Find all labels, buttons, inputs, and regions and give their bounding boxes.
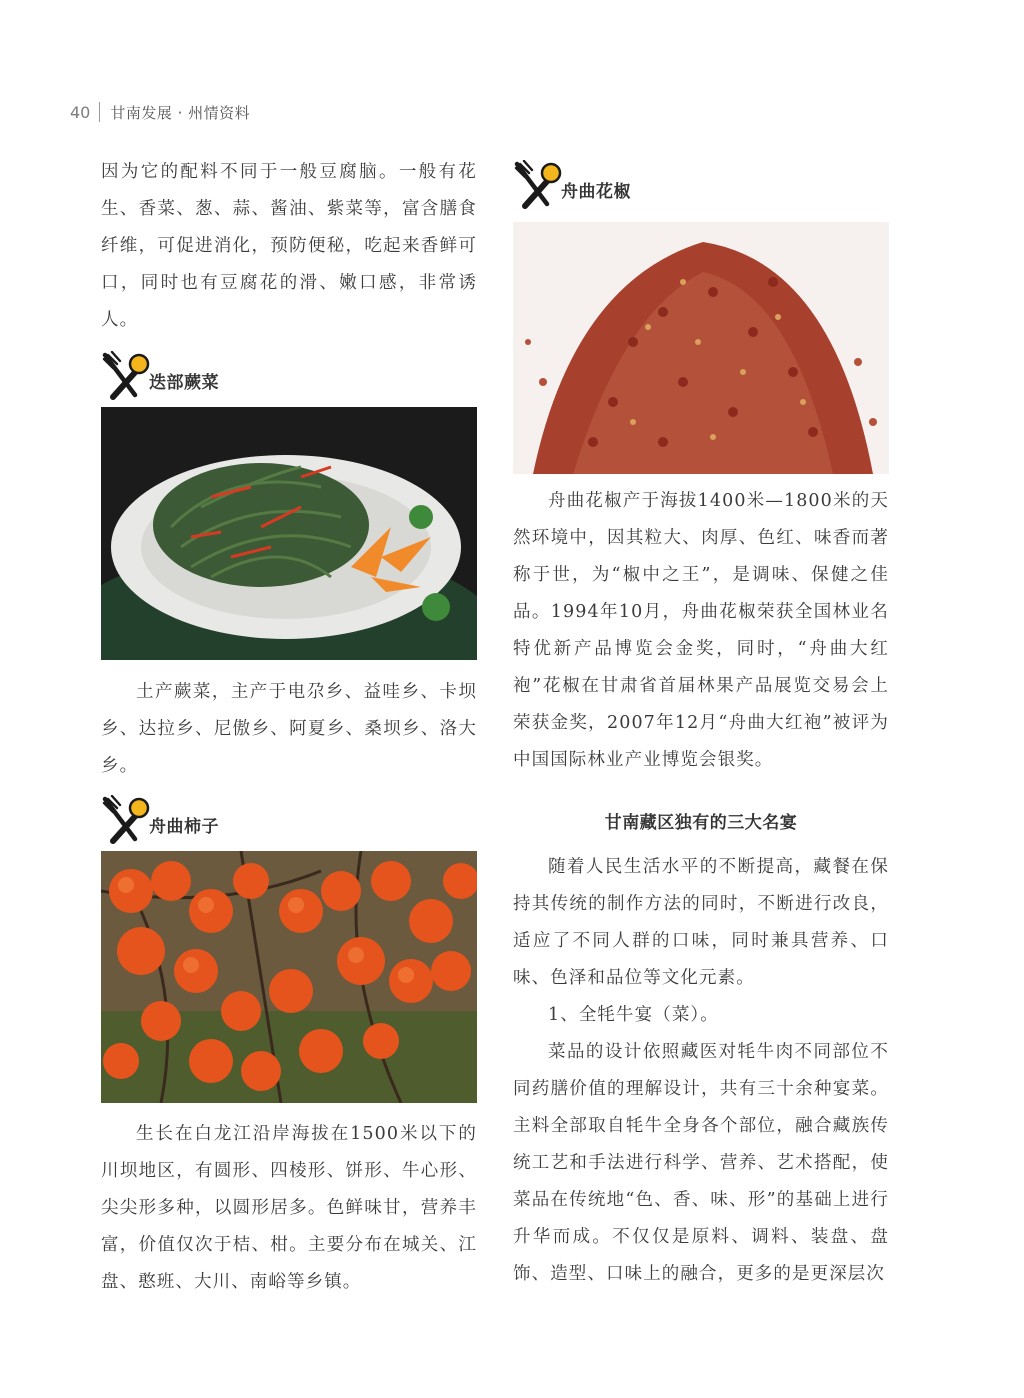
feast-paragraph: 菜品的设计依照藏医对牦牛肉不同部位不同药膳价值的理解设计，共有三十余种宴菜。主料全部取自牦牛全身各个部位，融合藏族传统工艺和手法进行科学、营养、艺术搭配，使菜品在传统地“色、香、味、形”的基础上进行升华而成。不仅仅是原料、调料、装盘、盘饰、造型、口味上的融合，更多的是更深层次: [513, 1042, 889, 1284]
fern-dish-photo: [101, 407, 477, 660]
fork-spoon-icon: [513, 160, 563, 212]
fork-spoon-icon: [101, 351, 151, 403]
persimmon-paragraph: 生长在白龙江沿岸海拔在1500米以下的川坝地区，有圆形、四棱形、饼形、牛心形、尖尖形多种，以圆形居多。色鲜味甘，营养丰富，价值仅次于桔、柑。主要分布在城关、江盘、憨班、大川、南峪等乡镇。: [101, 1124, 477, 1292]
header-divider: [99, 102, 100, 122]
page-number: 40: [70, 102, 91, 122]
fern-paragraph: 土产蕨菜，主产于电尕乡、益哇乡、卡坝乡、达拉乡、尼傲乡、阿夏乡、桑坝乡、洛大乡。: [101, 682, 477, 776]
intro-paragraph: 因为它的配料不同于一般豆腐脑。一般有花生、香菜、葱、蒜、酱油、紫菜等，富含膳食纤维，可促进消化，预防便秘，吃起来香鲜可口，同时也有豆腐花的滑、嫩口感，非常诱人。: [101, 162, 477, 330]
section-heading-persimmon: [101, 795, 477, 851]
page-header: [70, 100, 250, 124]
fork-spoon-icon: [101, 795, 151, 847]
feast-paragraph: 随着人民生活水平的不断提高，藏餐在保持其传统的制作方法的同时，不断进行改良，适应了不同人群的口味，同时兼具营养、口味、色泽和品位等文化元素。: [513, 857, 889, 988]
right-column: [513, 160, 889, 1293]
section-title: 舟曲花椒: [561, 182, 631, 202]
persimmon-tree-photo: [101, 851, 477, 1103]
section-heading-fern: [101, 351, 477, 407]
section-title: 舟曲柿子: [149, 817, 219, 837]
feast-section-heading: 甘南藏区独有的三大名宴: [604, 813, 798, 833]
sichuan-pepper-photo: [513, 222, 889, 474]
feast-paragraph: 1、全牦牛宴（菜）。: [548, 1005, 719, 1025]
section-title: 迭部蕨菜: [149, 373, 219, 393]
left-column: [101, 154, 477, 1301]
running-header-title: 甘南发展 · 州情资料: [110, 103, 251, 122]
section-heading-pepper: [513, 160, 889, 222]
pepper-paragraph: 舟曲花椒产于海拔1400米—1800米的天然环境中，因其粒大、肉厚、色红、味香而著称于世，为“椒中之王”，是调味、保健之佳品。1994年10月，舟曲花椒荣获全国林业名特优新产品博览会金奖，同时，“舟曲大红袍”花椒在甘肃省首届林果产品展览交易会上荣获金奖，2007年12月“舟曲大红袍”被评为中国国际林业产业博览会银奖。: [513, 491, 889, 770]
